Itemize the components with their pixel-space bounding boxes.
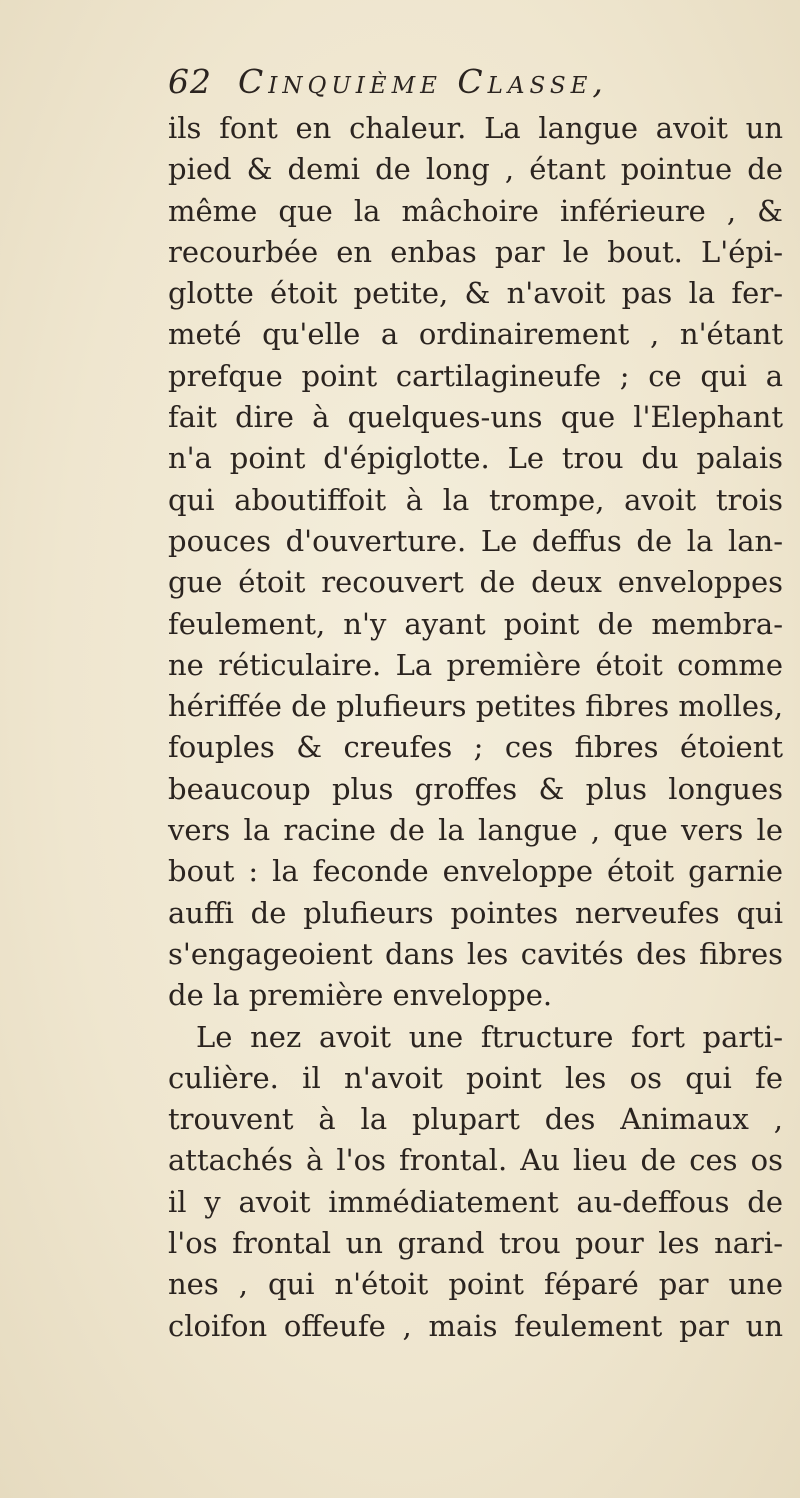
text-line: beaucoup plus groffes & plus longues xyxy=(168,771,783,806)
text-line: bout : la feconde enveloppe étoit garnie xyxy=(168,854,783,889)
text-line: qui aboutiffoit à la trompe, avoit trois xyxy=(168,482,783,517)
text-line: ne réticulaire. La première étoit comme xyxy=(168,647,783,682)
text-line: glotte étoit petite, & n'avoit pas la fer- xyxy=(168,276,783,311)
text-line: auffi de plufieurs pointes nerveufes qui xyxy=(168,895,783,930)
text-line: recourbée en enbas par le bout. L'épi- xyxy=(168,234,783,269)
text-line: ils font en chaleur. La langue avoit un xyxy=(168,111,783,145)
paragraph-end-line: de la première enveloppe. xyxy=(168,978,553,1013)
text-line: l'os frontal un grand trou pour les nari- xyxy=(168,1226,783,1261)
text-line: nes , qui n'étoit point féparé par une xyxy=(168,1267,783,1302)
text-line: s'engageoient dans les cavités des fibres xyxy=(168,936,783,971)
text-line: attachés à l'os frontal. Au lieu de ces os xyxy=(168,1143,783,1178)
page-number: 62 xyxy=(168,62,212,101)
text-line: feulement, n'y ayant point de membra- xyxy=(168,606,783,641)
text-line: fait dire à quelques-uns que l'Elephant xyxy=(168,400,783,435)
body-text xyxy=(168,108,783,1347)
text-line: fouples & creufes ; ces fibres étoient xyxy=(168,730,783,765)
text-line: culière. il n'avoit point les os qui fe xyxy=(168,1060,783,1095)
text-line: gue étoit recouvert de deux enveloppes xyxy=(168,565,783,600)
running-title: Cinquième Classe, xyxy=(238,62,608,101)
text-line: il y avoit immédiatement au-deffous de xyxy=(168,1184,783,1219)
text-line: meté qu'elle a ordinairement , n'étant xyxy=(168,317,783,352)
page-header xyxy=(168,62,768,106)
paragraph-start-line: Le nez avoit une ftructure fort parti- xyxy=(196,1019,783,1054)
text-line: n'a point d'épiglotte. Le trou du palais xyxy=(168,441,783,476)
text-line: prefque point cartilagineufe ; ce qui a xyxy=(168,358,783,393)
text-line: pouces d'ouverture. Le deffus de la lan- xyxy=(168,523,783,558)
text-line: cloifon offeufe , mais feulement par un xyxy=(168,1308,783,1343)
text-line: trouvent à la plupart des Animaux , xyxy=(168,1102,783,1137)
text-line: vers la racine de la langue , que vers le xyxy=(168,813,783,848)
text-line: hériffée de plufieurs petites fibres molles, xyxy=(168,689,784,724)
text-line: pied & demi de long , étant pointue de xyxy=(168,152,783,187)
text-line: même que la mâchoire inférieure , & xyxy=(168,193,783,228)
